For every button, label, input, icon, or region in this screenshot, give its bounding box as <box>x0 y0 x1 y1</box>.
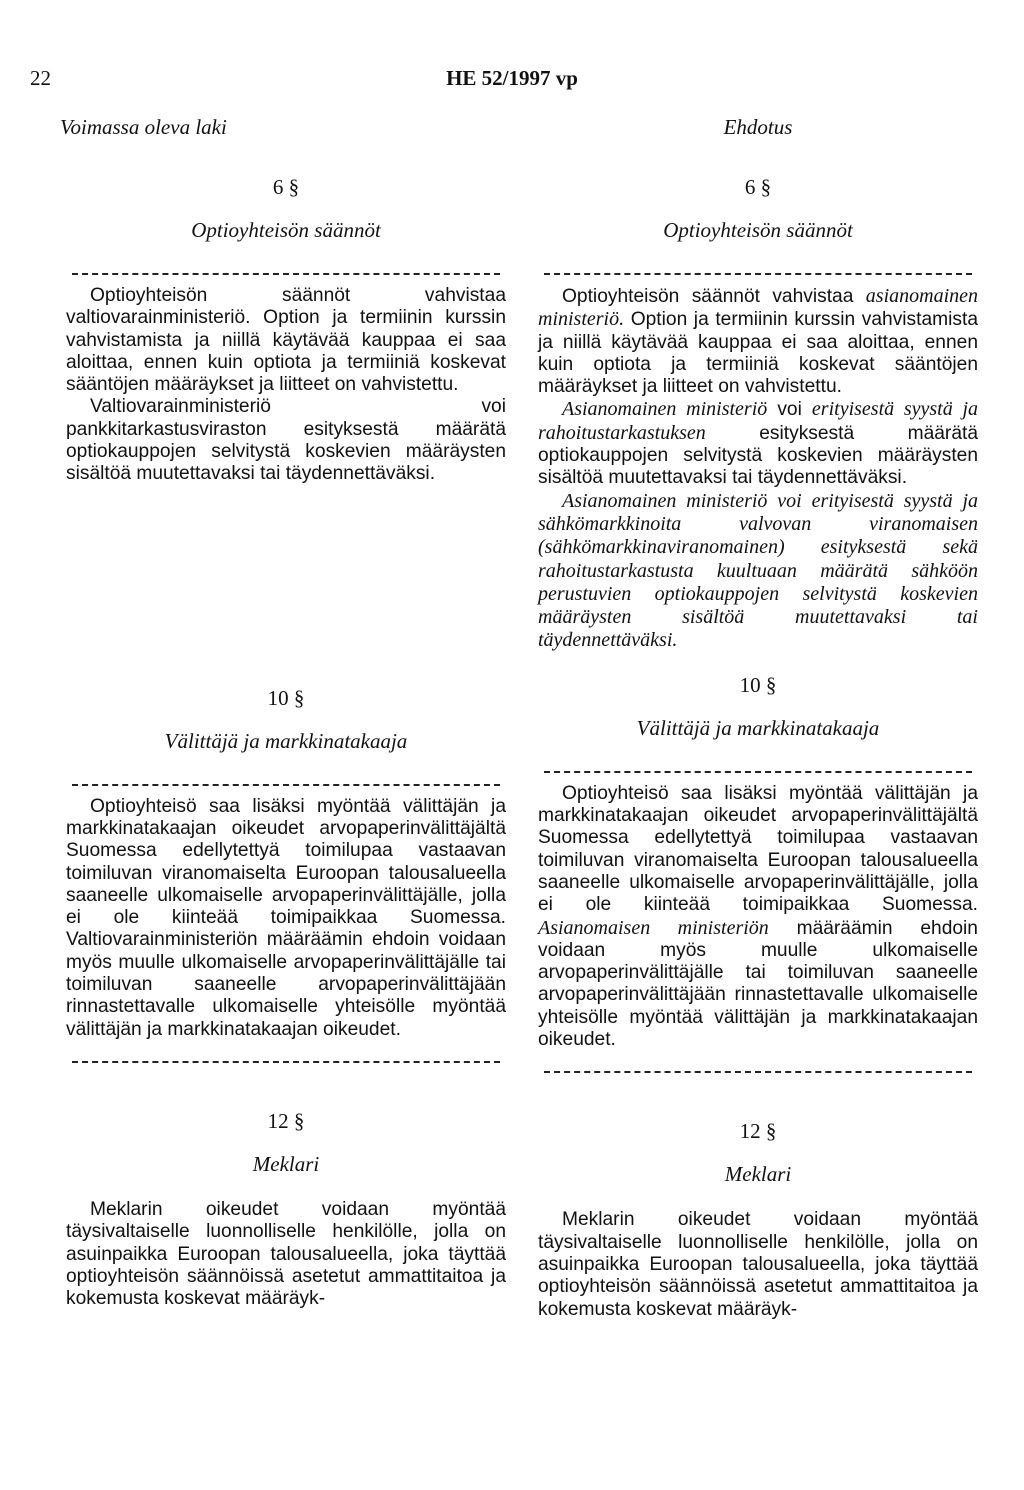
column-title-current-law: Voimassa oleva laki <box>60 115 227 139</box>
section-6-title: Optioyhteisön säännöt <box>191 218 381 242</box>
section-10-number: 10 § <box>267 685 305 710</box>
section-10-paragraph-1: Optioyhteisö saa lisäksi myöntää välittäjän ja markkinatakaajan oikeudet arvopaperinvälittäjältä Suomessa edellytettyä toimilupaa vastaavan toimiluvan viranomaiselta Euroopan talousalueella saaneelle ulkomaiselle arvopaperinvälittäjälle, jolla ei ole kiinteää toimipaikkaa Suomessa. Asianomaisen ministeriön määräämin ehdoin voidaan myös muulle ulkomaiselle arvopaperinvälittäjälle tai toimiluvan saaneelle arvopaperinvälittäjään rinnastettavalle ulkomaiselle yhteisölle myöntää välittäjän ja markkinatakaajan oikeudet. <box>538 782 978 1051</box>
page-number: 22 <box>30 66 51 90</box>
document-id: HE 52/1997 vp <box>446 66 578 90</box>
current-law-column <box>60 115 506 1310</box>
section-12-paragraph-1: Meklarin oikeudet voidaan myöntää täysivaltaiselle luonnolliselle henkilölle, jolla on asuinpaikka Euroopan talousalueella, joka täyttää optioyhteisön säännöissä asetetut ammattitaitoa ja kokemusta koskevat määräyk- <box>66 1198 506 1310</box>
section-6-paragraph-2: Valtiovarainministeriö voi pankkitarkastusviraston esityksestä määrätä optiokauppojen selvitystä koskevien määräysten sisältöä muutettavaksi tai täydennettäväksi. <box>66 396 506 485</box>
section-12-number: 12 § <box>739 1119 777 1144</box>
proposal-column <box>538 115 978 1321</box>
omission-dashes <box>72 273 500 275</box>
section-6-paragraph-2: Asianomainen ministeriö voi erityisestä syystä ja rahoitustarkastuksen esityksestä määrätä optiokauppojen selvitystä koskevien määräysten sisältöä muutettavaksi tai täydennettäväksi. <box>538 398 979 489</box>
section-6-number: 6 § <box>744 175 772 199</box>
section-10-number: 10 § <box>739 672 777 697</box>
section-10-title: Välittäjä ja markkinatakaaja <box>164 728 408 753</box>
section-6-paragraph-3: Asianomainen ministeriö voi erityisestä syystä ja sähkömarkkinoita valvovan viranomaisen (sähkömarkkinaviranomainen) esityksestä sekä rahoitustarkastusta kuultuaan määrätä sähköön perustuvien optiokauppojen selvitystä koskevien määräysten sisältöä muutettavaksi tai täydennettäväksi. <box>538 489 978 652</box>
section-10-title: Välittäjä ja markkinatakaaja <box>636 715 880 740</box>
section-12-paragraph-1: Meklarin oikeudet voidaan myöntää täysivaltaiselle luonnolliselle henkilölle, jolla on asuinpaikka Euroopan talousalueella, joka täyttää optioyhteisön säännöissä asetetut ammattitaitoa ja kokemusta koskevat määräyk- <box>538 1209 978 1320</box>
column-title-proposal: Ehdotus <box>723 115 793 139</box>
section-12-number: 12 § <box>267 1108 305 1133</box>
section-12-title: Meklari <box>724 1162 792 1187</box>
section-6-paragraph-1: Optioyhteisön säännöt vahvistaa valtiovarainministeriö. Option ja termiinin kurssin vahvistamista ja niillä käytävää kauppaa ei saa aloittaa, ennen kuin optiota ja termiiniä koskevat sääntöjen määräykset ja liitteet on vahvistettu. <box>66 285 506 396</box>
omission-dashes <box>544 771 972 773</box>
omission-dashes <box>544 273 972 275</box>
omission-dashes <box>72 784 500 786</box>
section-12-title: Meklari <box>252 1151 320 1176</box>
section-6-paragraph-1: Optioyhteisön säännöt vahvistaa asianomainen ministeriö. Option ja termiinin kurssin vahvistamista ja niillä käytävää kauppaa ei saa aloittaa, ennen kuin optiota ja termiiniä koskevat sääntöjen määräykset ja liitteet on vahvistettu. <box>538 285 978 398</box>
section-6-title: Optioyhteisön säännöt <box>663 218 853 242</box>
section-6-number: 6 § <box>272 175 300 199</box>
section-10-paragraph-1: Optioyhteisö saa lisäksi myöntää välittäjän ja markkinatakaajan oikeudet arvopaperinvälittäjältä Suomessa edellytettyä toimilupaa vastaavan toimiluvan viranomaiselta Euroopan talousalueella saaneelle ulkomaiselle arvopaperinvälittäjälle, jolla ei ole kiinteää toimipaikkaa Suomessa. Valtiovarainministeriön määräämin ehdoin voidaan myös muulle ulkomaiselle arvopaperinvälittäjälle tai toimiluvan saaneelle arvopaperinvälittäjään rinnastettavalle ulkomaiselle yhteisölle myöntää välittäjän ja markkinatakaajan oikeudet. <box>66 795 506 1040</box>
